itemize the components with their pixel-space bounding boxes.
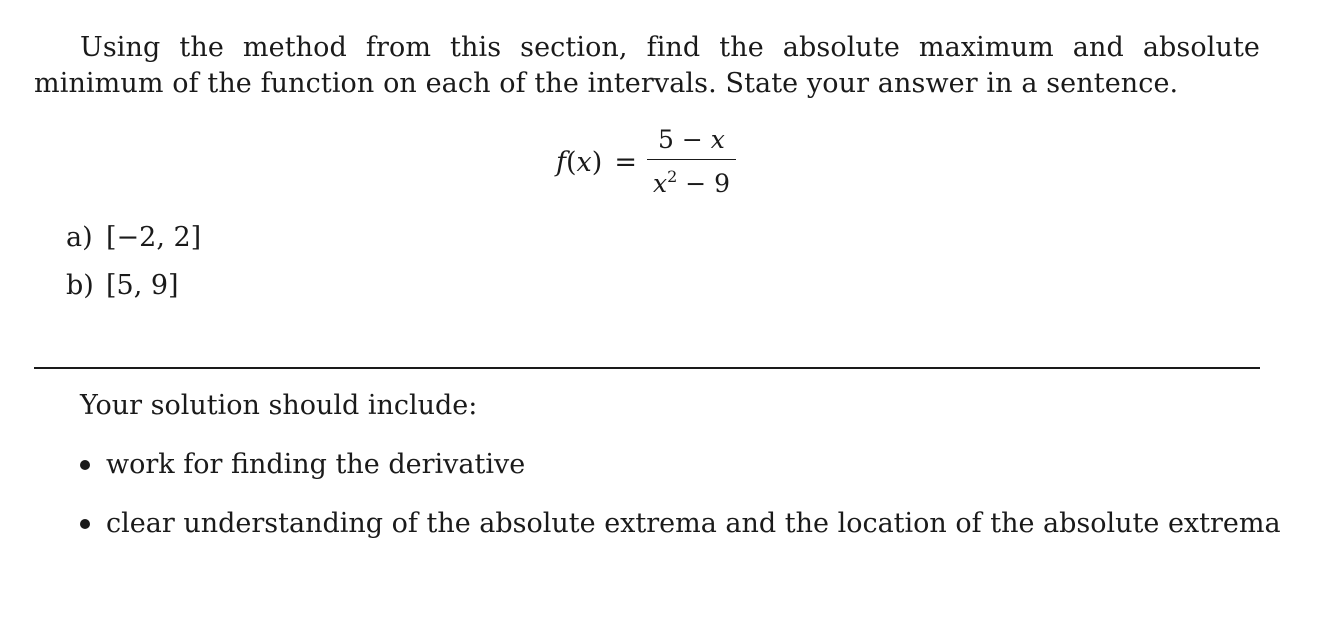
requirement-text: clear understanding of the absolute extrema and the location of the absolute extrema: [106, 508, 1281, 539]
part-interval: [5, 9]: [106, 270, 179, 301]
list-item: [80, 506, 1281, 565]
horizontal-divider: [34, 367, 1260, 369]
problem-statement: Using the method from this section, find the absolute maximum and absolute minimum of the function on each of the intervals. State your answer in a sentence.: [34, 32, 1260, 99]
requirements-heading: Your solution should include:: [80, 390, 478, 421]
interval-parts: [66, 218, 201, 314]
function-lhs: f(x): [556, 146, 603, 178]
bullet-icon: [80, 506, 106, 565]
part-a: [66, 218, 201, 266]
part-label: b): [66, 270, 94, 301]
bullet-icon: [80, 447, 106, 506]
part-label: a): [66, 222, 93, 253]
function-fraction: [647, 125, 736, 199]
list-item: [80, 447, 1281, 506]
equals-sign: =: [614, 146, 637, 178]
part-interval: [−2, 2]: [106, 222, 202, 253]
requirements-list: [80, 447, 1281, 565]
fraction-denominator: $x^2 - 9$: [647, 159, 736, 199]
requirement-text: work for finding the derivative: [106, 449, 526, 480]
function-equation: [556, 122, 736, 202]
part-b: [66, 266, 201, 314]
fraction-numerator: 5 − x: [658, 125, 725, 154]
